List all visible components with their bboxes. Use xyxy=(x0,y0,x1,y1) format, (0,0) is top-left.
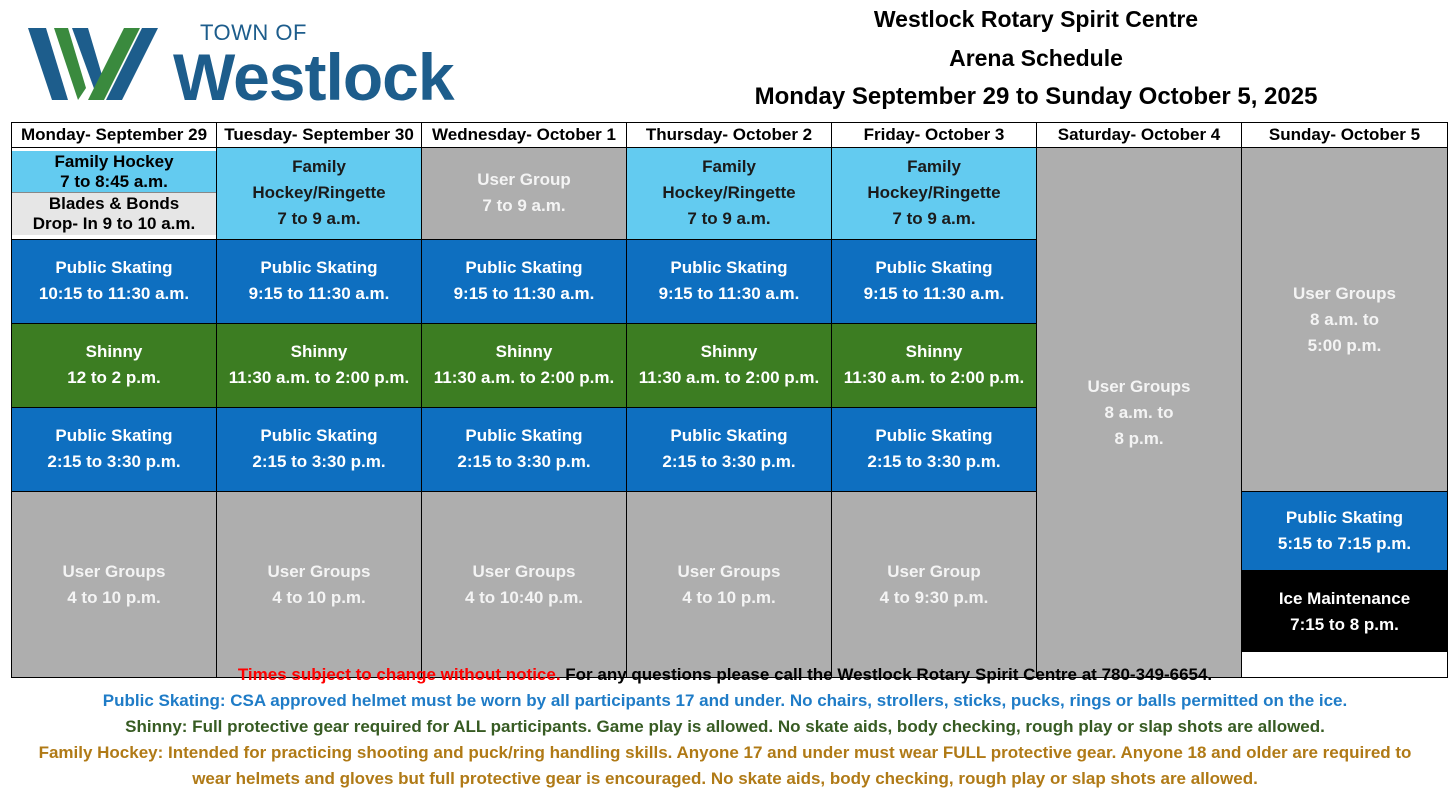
day-header-row xyxy=(12,123,1448,148)
day-header-friday: Friday- October 3 xyxy=(832,123,1037,148)
logo-town-of: TOWN OF xyxy=(200,20,307,45)
event-name: Shinny xyxy=(290,342,348,362)
event-time: 5:00 p.m. xyxy=(1307,335,1382,355)
event-name: User Groups xyxy=(677,561,781,581)
thu-user-groups-evening xyxy=(627,492,832,678)
wed-public-skating-pm xyxy=(422,407,627,491)
event-time: 10:15 to 11:30 a.m. xyxy=(38,284,190,304)
event-time: 4 to 9:30 p.m. xyxy=(879,587,989,607)
change-notice: Times subject to change without notice. xyxy=(237,665,561,684)
thu-public-skating-pm xyxy=(627,407,832,491)
event-time: 12 to 2 p.m. xyxy=(67,368,161,388)
event-time: 9:15 to 11:30 a.m. xyxy=(453,284,595,304)
event-name: Shinny xyxy=(700,342,758,362)
mon-early-slot xyxy=(12,148,217,240)
event-name: Family Hockey xyxy=(54,151,174,171)
event-time: 7 to 8:45 a.m. xyxy=(60,171,168,191)
tue-public-skating-pm xyxy=(217,407,422,491)
tue-user-groups-evening xyxy=(217,492,422,678)
day-header-saturday: Saturday- October 4 xyxy=(1037,123,1242,148)
event-name: Shinny xyxy=(905,342,963,362)
day-header-sunday: Sunday- October 5 xyxy=(1242,123,1448,148)
event-time: 4 to 10 p.m. xyxy=(67,587,161,607)
sun-ice-maintenance xyxy=(1242,571,1447,652)
event-name: Ice Maintenance xyxy=(1278,588,1411,608)
event-name: Public Skating xyxy=(465,258,583,278)
town-logo xyxy=(28,20,454,114)
event-name: Hockey/Ringette xyxy=(867,183,1001,203)
event-time: 11:30 a.m. to 2:00 p.m. xyxy=(433,368,615,388)
event-time: 7:15 to 8 p.m. xyxy=(1290,614,1399,634)
event-time: 11:30 a.m. to 2:00 p.m. xyxy=(228,368,410,388)
event-name: Public Skating xyxy=(55,426,173,446)
date-range-title: Monday September 29 to Sunday October 5, 2025 xyxy=(754,83,1318,110)
facility-title: Westlock Rotary Spirit Centre xyxy=(873,6,1199,32)
arena-schedule-table xyxy=(11,122,1448,678)
tue-family-hockey-block xyxy=(217,148,422,240)
event-name: Public Skating xyxy=(670,258,788,278)
tue-shinny xyxy=(217,323,422,407)
event-time: 7 to 9 a.m. xyxy=(482,196,566,216)
public-skating-note: Public Skating: CSA approved helmet must be worn by all participants 17 and under. No chairs, strollers, sticks, pucks, rings or balls permitted on the ice. xyxy=(102,691,1348,710)
event-name: User Groups xyxy=(1293,283,1396,303)
event-name: Hockey/Ringette xyxy=(252,183,386,203)
event-name: Public Skating xyxy=(260,426,378,446)
event-name: Public Skating xyxy=(875,426,993,446)
event-name: Family xyxy=(292,157,346,177)
event-time: 4 to 10 p.m. xyxy=(272,587,366,607)
event-time: 9:15 to 11:30 a.m. xyxy=(658,284,800,304)
event-name: Public Skating xyxy=(670,426,788,446)
event-name: Public Skating xyxy=(1285,508,1404,527)
schedule-title: Arena Schedule xyxy=(949,45,1123,71)
logo-town-name: Westlock xyxy=(173,40,454,114)
sun-user-groups-block xyxy=(1242,148,1448,492)
event-name: User Groups xyxy=(267,561,371,581)
event-name: Family xyxy=(907,157,961,177)
mon-shinny xyxy=(12,323,217,407)
mon-public-skating-am xyxy=(12,239,217,323)
event-name: Shinny xyxy=(85,342,143,362)
event-name: User Groups xyxy=(62,561,166,581)
schedule-notes xyxy=(0,662,1450,792)
event-time: 8 a.m. to xyxy=(1310,309,1379,329)
event-time: 2:15 to 3:30 p.m. xyxy=(47,452,181,472)
mon-blades-bonds-block xyxy=(12,193,216,235)
event-name: Family xyxy=(702,157,756,177)
event-name: User Groups xyxy=(472,561,576,581)
event-time: 11:30 a.m. to 2:00 p.m. xyxy=(638,368,820,388)
event-time: 8 p.m. xyxy=(1114,428,1164,448)
event-name: User Group xyxy=(477,170,571,190)
event-name: Hockey/Ringette xyxy=(662,183,796,203)
event-name: Public Skating xyxy=(260,258,378,278)
event-name: Public Skating xyxy=(55,258,173,278)
event-time: 9:15 to 11:30 a.m. xyxy=(863,284,1005,304)
day-header-wednesday: Wednesday- October 1 xyxy=(422,123,627,148)
thu-shinny xyxy=(627,323,832,407)
event-time: 7 to 9 a.m. xyxy=(892,209,976,229)
event-time: 2:15 to 3:30 p.m. xyxy=(867,452,1001,472)
wed-user-group-block xyxy=(422,148,627,240)
thu-public-skating-am xyxy=(627,239,832,323)
event-time: 2:15 to 3:30 p.m. xyxy=(662,452,796,472)
event-name: Public Skating xyxy=(875,258,993,278)
day-header-tuesday: Tuesday- September 30 xyxy=(217,123,422,148)
event-time: 7 to 9 a.m. xyxy=(277,209,361,229)
contact-info: For any questions please call the Westlock Rotary Spirit Centre at 780-349-6654. xyxy=(560,665,1213,684)
mon-public-skating-pm xyxy=(12,407,217,491)
day-header-thursday: Thursday- October 2 xyxy=(627,123,832,148)
wed-public-skating-am xyxy=(422,239,627,323)
event-time: 2:15 to 3:30 p.m. xyxy=(252,452,386,472)
tue-public-skating-am xyxy=(217,239,422,323)
event-time: 7 to 9 a.m. xyxy=(687,209,771,229)
shinny-note: Shinny: Full protective gear required for ALL participants. Game play is allowed. No skate aids, body checking, rough play or slap shots are allowed. xyxy=(125,717,1325,736)
mon-family-hockey-block xyxy=(12,151,216,193)
event-name: Shinny xyxy=(495,342,553,362)
fri-shinny xyxy=(832,323,1037,407)
day-header-monday: Monday- September 29 xyxy=(12,123,217,148)
event-time: 4 to 10 p.m. xyxy=(682,587,776,607)
event-time: 2:15 to 3:30 p.m. xyxy=(457,452,591,472)
event-time: 5:15 to 7:15 p.m. xyxy=(1277,534,1412,553)
contact-note xyxy=(0,662,1450,688)
fri-public-skating-pm xyxy=(832,407,1037,491)
mon-user-groups-evening xyxy=(12,492,217,678)
fri-public-skating-am xyxy=(832,239,1037,323)
sun-public-skating xyxy=(1242,492,1447,571)
event-name: User Group xyxy=(887,561,981,581)
wed-user-groups-evening xyxy=(422,492,627,678)
event-time: 9:15 to 11:30 a.m. xyxy=(248,284,390,304)
thu-family-hockey-block xyxy=(627,148,832,240)
event-name: Blades & Bonds xyxy=(48,194,180,214)
event-time: 8 a.m. to xyxy=(1104,402,1174,422)
wed-shinny xyxy=(422,323,627,407)
fri-family-hockey-block xyxy=(832,148,1037,240)
event-name: User Groups xyxy=(1087,376,1191,396)
family-hockey-note-line1: Family Hockey: Intended for practicing shooting and puck/ring handling skills. Anyone 17 and under must wear FULL protective gear. Anyone 18 and older are required to xyxy=(38,743,1412,762)
event-time: 11:30 a.m. to 2:00 p.m. xyxy=(843,368,1025,388)
event-name: Public Skating xyxy=(465,426,583,446)
event-time: Drop- In 9 to 10 a.m. xyxy=(32,214,196,234)
fri-user-group-evening xyxy=(832,492,1037,678)
sat-user-groups-block xyxy=(1037,148,1242,678)
westlock-w-logo-icon xyxy=(28,24,168,104)
family-hockey-note-line2: wear helmets and gloves but full protective gear is encouraged. No skate aids, body checking, rough play or slap shots are allowed. xyxy=(192,769,1258,788)
sun-evening-slot xyxy=(1242,492,1448,678)
event-time: 4 to 10:40 p.m. xyxy=(464,587,584,607)
